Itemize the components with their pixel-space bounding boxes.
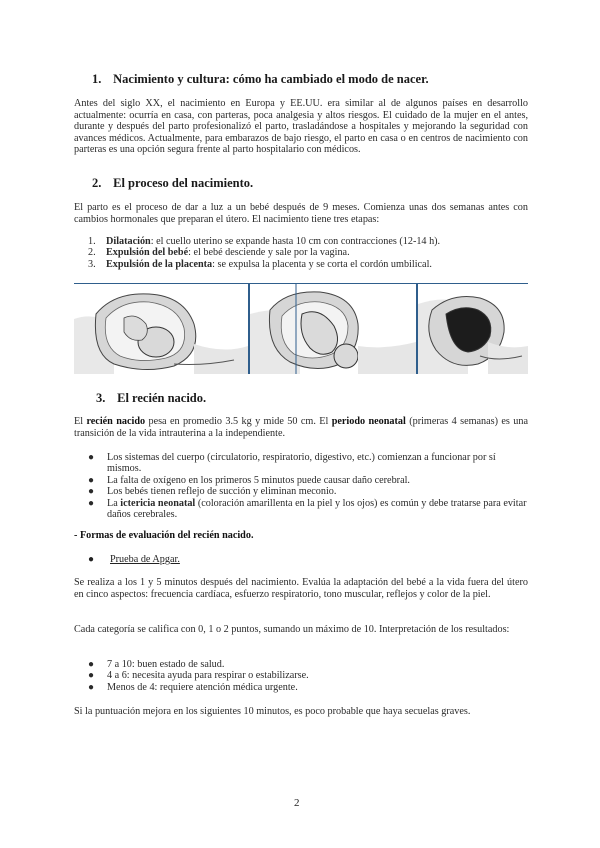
bullet-icon: ● <box>88 681 95 693</box>
closing-paragraph: Si la puntuación mejora en los siguientes 10 minutos, es poco probable que haya secuelas graves. <box>74 706 471 717</box>
apgar-test-label: Prueba de Apgar. <box>110 554 180 565</box>
page-number: 2 <box>294 797 300 809</box>
bullet-icon: ● <box>88 497 95 509</box>
stage-text: : el bebé desciende y sale por la vagina. <box>188 247 350 259</box>
birth-stages-list <box>78 236 528 270</box>
stage-text: : se expulsa la placenta y se corta el cordón umbilical. <box>212 258 432 270</box>
section-3-heading <box>96 391 206 406</box>
section-3-title: El recién nacido. <box>117 391 207 405</box>
baby-expulsion-illustration <box>250 284 416 374</box>
stage-term: Expulsión de la placenta <box>106 258 213 270</box>
section-2-heading <box>92 176 253 191</box>
term-neonatal-period: periodo neonatal <box>331 416 406 427</box>
newborn-facts-list <box>74 452 527 520</box>
evaluation-heading: - Formas de evaluación del recién nacido. <box>74 530 254 541</box>
apgar-description: Se realiza a los 1 y 5 minutos después del nacimiento. Evalúa la adaptación del bebé a la vida fuera del útero en cinco aspectos: frecuencia cardíaca, esfuerzo respiratorio, tono muscular, reflejos y color de la piel. <box>74 577 528 600</box>
list-item <box>74 475 527 486</box>
placenta-expulsion-illustration <box>418 284 528 374</box>
term-jaundice: ictericia neonatal <box>120 497 196 509</box>
stage-term: Expulsión del bebé <box>106 247 189 259</box>
list-item-text: Los sistemas del cuerpo (circulatorio, respiratorio, digestivo, etc.) comienzan a funcionar por sí mismos. <box>107 452 496 475</box>
section-2-paragraph: El parto es el proceso de dar a luz a un bebé después de 9 meses. Comienza unas dos semanas antes con cambios hormonales que preparan el útero. El nacimiento tiene tres etapas: <box>74 202 528 225</box>
list-item <box>74 670 527 681</box>
dilatation-illustration <box>74 284 248 374</box>
section-1-paragraph: Antes del siglo XX, el nacimiento en Europa y EE.UU. era similar al de algunos países en desarrollo actualmente: ocurría en casa, con parteras, poca analgesia y altos riesgos. El cuidado de la mujer en el antes, durante y después del parto profesionalizó el parto, trasladándose a hospitales y mejorando la seguridad con avances médicos. Actualmente, para embarazos de bajo riesgo, el parto en casa o en centros de nacimiento con parteras es una opción segura frente al parto hospitalario con médicos. <box>74 98 528 156</box>
apgar-results-list <box>74 659 527 693</box>
stage-number: 1. <box>88 236 96 247</box>
list-item <box>74 486 527 497</box>
stage-text: : el cuello uterino se expande hasta 10 cm con contracciones (12-14 h). <box>150 236 441 247</box>
list-item-text: La falta de oxígeno en los primeros 5 minutos puede causar daño cerebral. <box>107 474 410 486</box>
stage-number: 2. <box>88 247 96 259</box>
newborn-paragraph <box>74 416 528 439</box>
list-item-text: Menos de 4: requiere atención médica urgente. <box>107 681 298 693</box>
section-3-number: 3. <box>96 391 106 405</box>
text-fragment: pesa en promedio 3.5 kg y mide 50 cm. El <box>145 416 332 427</box>
section-1-heading <box>92 72 429 87</box>
stage-item <box>78 247 528 258</box>
birth-stages-figure <box>74 283 528 374</box>
list-item-text: Los bebés tienen reflejo de succión y eliminan meconio. <box>107 486 337 498</box>
stage-item <box>78 259 528 270</box>
text-fragment: (coloración amarillenta en la piel y los ojos) es común y debe tratarse para evitar daños cerebrales. <box>107 497 527 521</box>
section-2-number: 2. <box>92 176 102 190</box>
bullet-icon: ● <box>88 474 95 486</box>
stage-item <box>78 236 528 247</box>
stage-term: Dilatación <box>106 236 151 247</box>
bullet-icon: ● <box>88 670 95 682</box>
text-fragment: (primeras 4 semanas) es una transición de la vida intrauterina a la independiente. <box>74 416 528 439</box>
section-2-title: El proceso del nacimiento. <box>113 176 254 190</box>
list-item <box>74 682 527 693</box>
section-1-number: 1. <box>92 72 102 86</box>
list-item <box>74 659 527 670</box>
bullet-icon: ● <box>88 486 95 498</box>
stage-number: 3. <box>88 258 96 270</box>
bullet-icon: ● <box>88 659 95 670</box>
term-newborn: recién nacido <box>86 416 146 427</box>
list-item <box>74 498 527 521</box>
bullet-icon: ● <box>88 452 95 463</box>
list-item-text: 4 a 6: necesita ayuda para respirar o estabilizarse. <box>107 670 309 682</box>
bullet-icon: ● <box>88 554 95 565</box>
list-item-text: 7 a 10: buen estado de salud. <box>107 659 225 670</box>
section-1-title: Nacimiento y cultura: cómo ha cambiado el modo de nacer. <box>113 72 429 86</box>
text-fragment: El <box>74 416 87 427</box>
apgar-scoring: Cada categoría se califica con 0, 1 o 2 puntos, sumando un máximo de 10. Interpretación de los resultados: <box>74 624 510 635</box>
list-item <box>74 452 527 475</box>
text-fragment: La <box>107 497 121 509</box>
